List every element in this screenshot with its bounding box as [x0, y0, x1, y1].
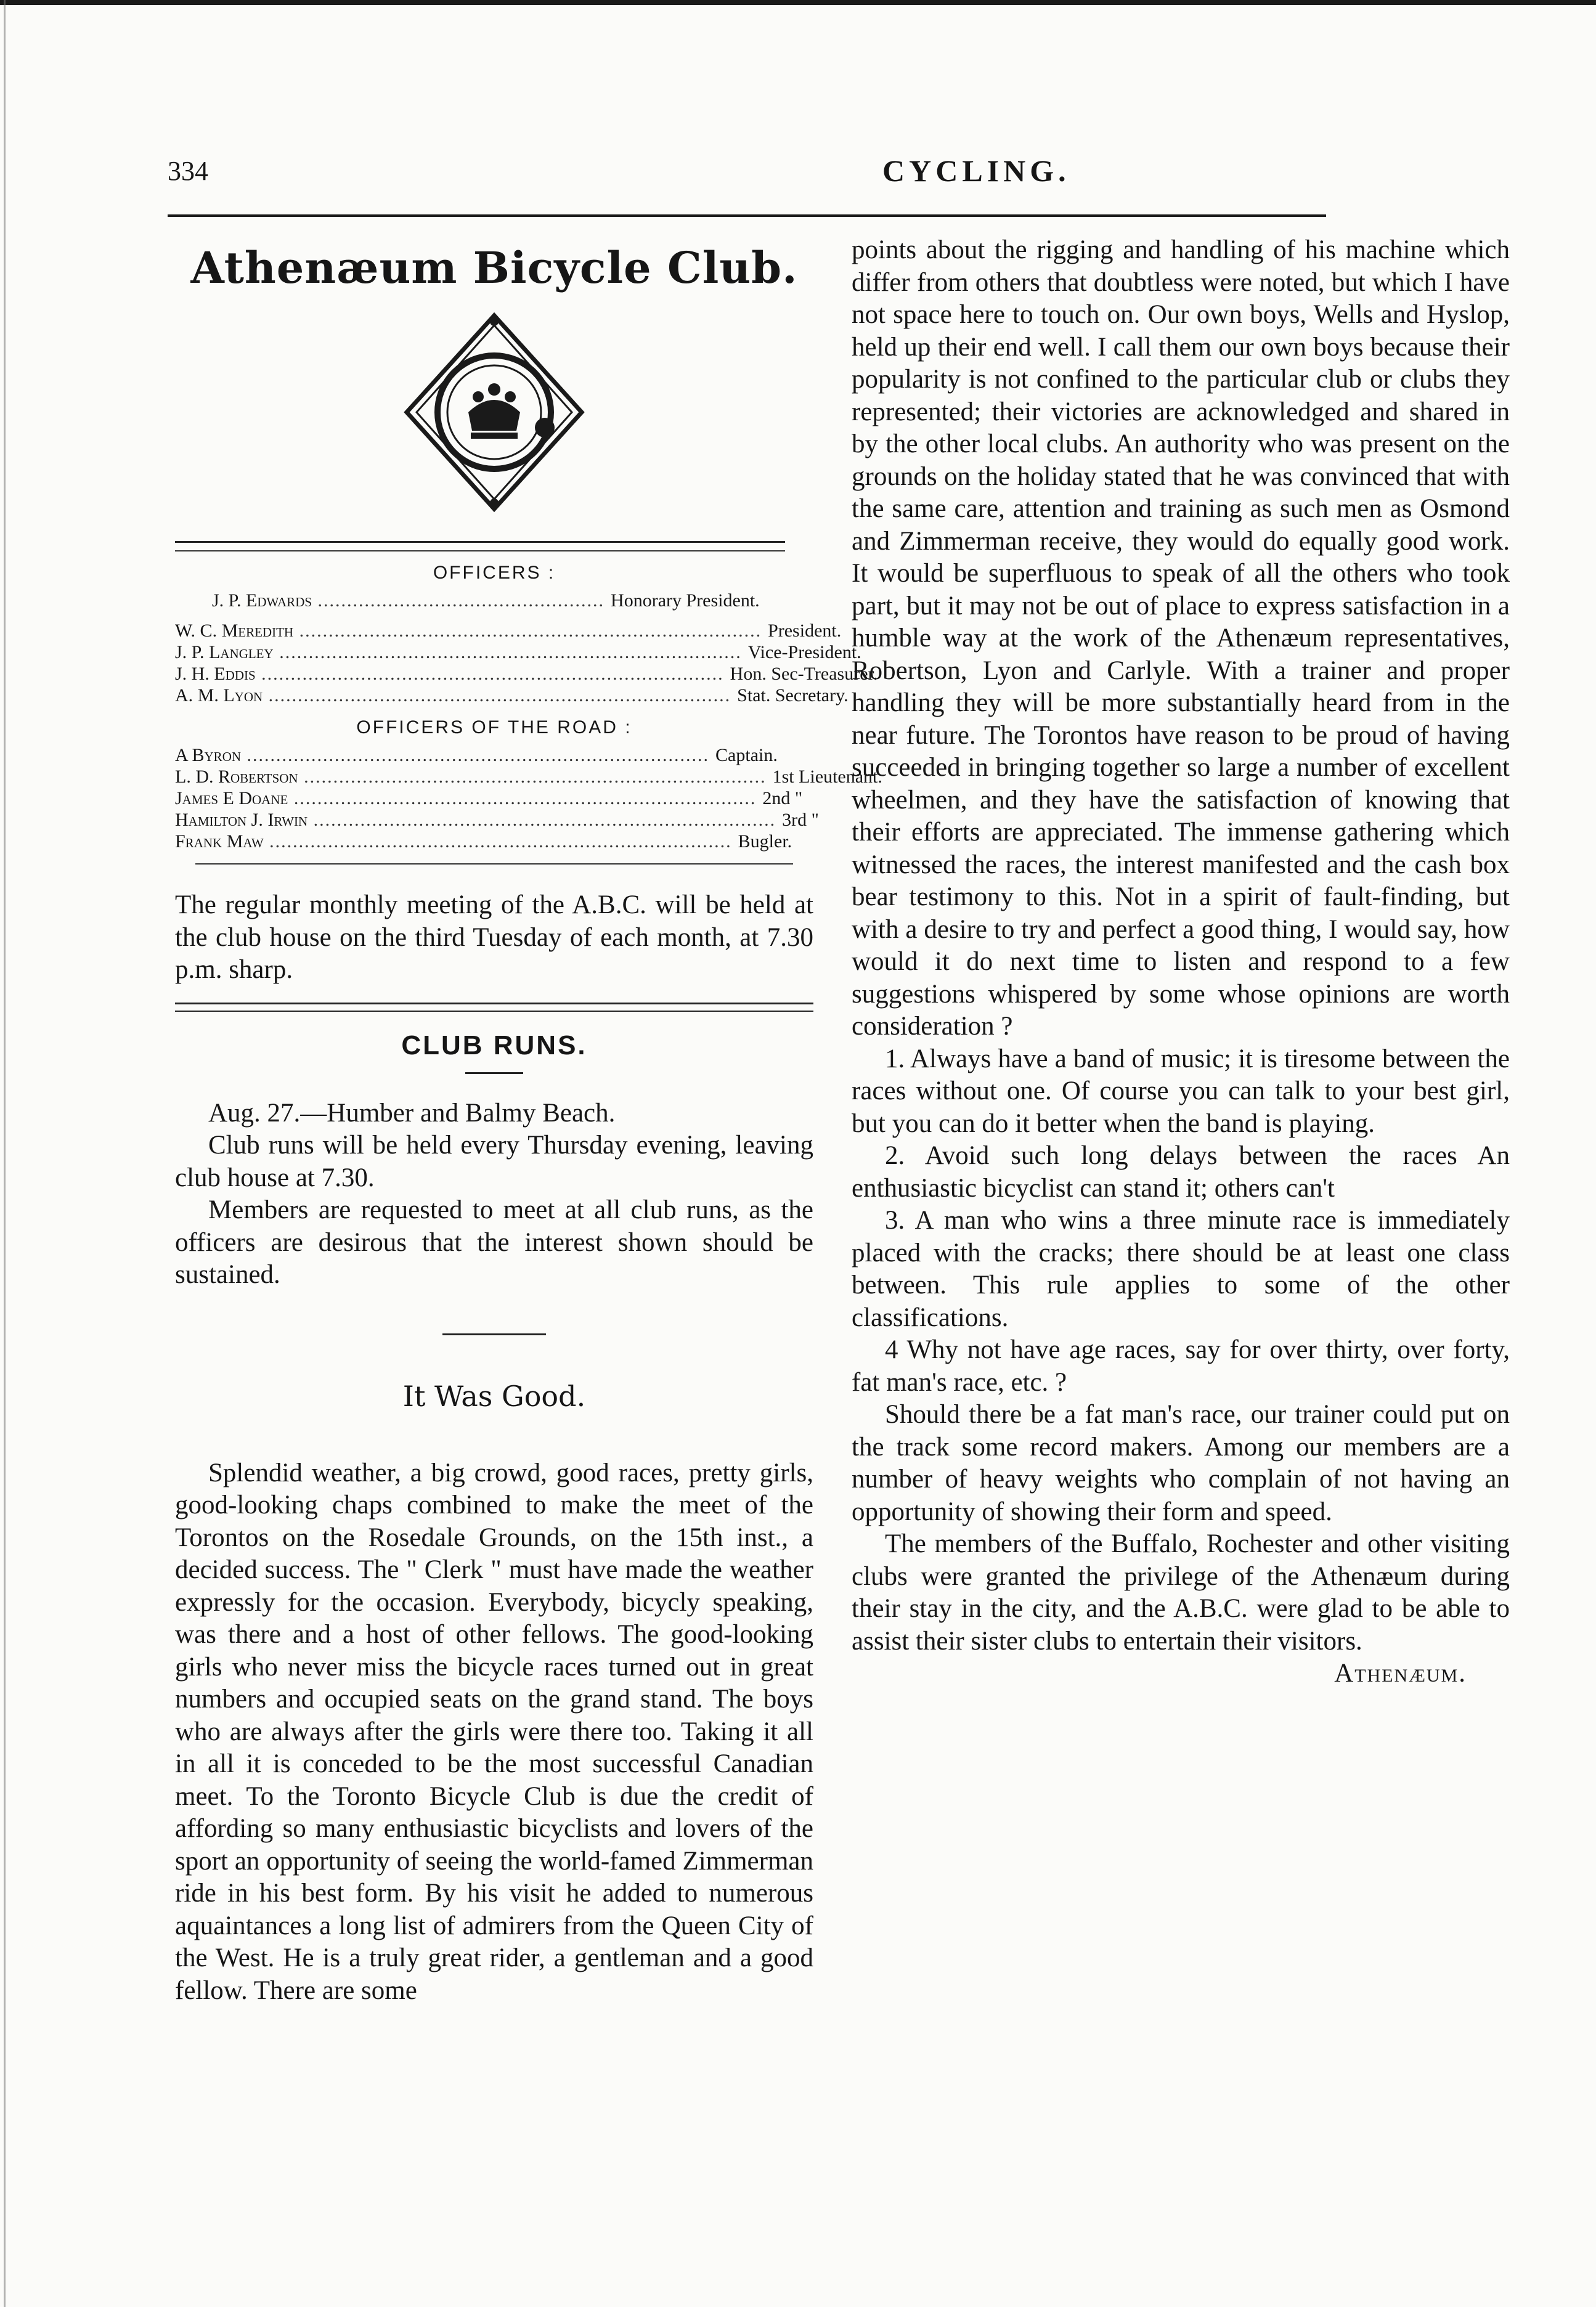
running-head [168, 153, 1326, 196]
officer-name: L. D. Robertson [175, 767, 298, 787]
leader-dots: ............................................................................... [255, 664, 724, 684]
leader-dots: ............................................................................... [263, 685, 731, 706]
officer-row [175, 831, 791, 852]
right-column [852, 234, 1510, 1690]
officer-role: Honorary President. [611, 590, 760, 611]
meeting-notice [175, 889, 813, 987]
officer-row [175, 787, 803, 809]
road-officers-heading: OFFICERS OF THE ROAD : [356, 717, 632, 738]
officer-role: 2nd " [762, 788, 803, 808]
header-rule [168, 214, 1326, 217]
club-runs-heading: CLUB RUNS. [401, 1030, 587, 1060]
club-runs-paragraph: Members are requested to meet at all club runs, as the officers are desirous that the interest shown should be sustained. [175, 1195, 813, 1289]
article-paragraph: Splendid weather, a big crowd, good races, pretty girls, good-looking chaps combined to make the meet of the Torontos on the Rosedale Grounds, on the 15th inst., a decided success. The " Clerk " must have made the weather expressly for the occasion. Everybody, bicycly speaking, was there and a host of other fellows. The good-looking girls who never miss the bicycle races turned out in great numbers and occupied seats on the grand stand. The boys who are always after the girls were there too. Taking it all in all it is conceded to be the most successful Canadian meet. To the Toronto Bicycle Club is due the credit of affording so many enthusiastic bicyclists and lovers of the sport an opportunity of seeing the world-famed Zimmerman ride in his best form. By his visit he added to numerous aquaintances a long list of admirers from the Queen City of the West. He is a truly great rider, a gentleman and a good fellow. There are some [175, 1458, 813, 2005]
page-number: 334 [168, 156, 208, 186]
leader-dots: ............................................................................... [263, 831, 732, 852]
officer-role: Hon. Sec-Treasurer. [730, 664, 878, 684]
section-divider [442, 1333, 546, 1335]
leader-dots: ............................................................................... [293, 620, 762, 641]
left-column [175, 234, 882, 2007]
officer-role: President. [768, 620, 842, 641]
officer-role: Stat. Secretary. [737, 685, 849, 706]
section-divider [195, 863, 793, 865]
officer-row [175, 766, 882, 787]
club-runs-text [175, 1097, 813, 1292]
officers-heading: OFFICERS : [433, 563, 556, 583]
officer-row [175, 685, 849, 706]
officer-row [175, 744, 791, 766]
suggestion-paragraph: 1. Always have a band of music; it is tiresome between the races without one. Of course you can talk to your best girl, but you can do it better when the band is playing. [852, 1044, 1510, 1138]
officer-row [175, 641, 861, 663]
officer-name: A Byron [175, 745, 242, 765]
officer-row [175, 809, 819, 831]
officer-name: James E Doane [175, 788, 288, 808]
section-divider [175, 1003, 813, 1012]
officer-name: J. H. Eddis [175, 664, 256, 684]
author-signoff: Athenæum. [1334, 1659, 1467, 1688]
officer-row [175, 620, 842, 641]
officer-role: 1st Lieutenant. [772, 767, 882, 787]
club-runs-paragraph: Club runs will be held every Thursday evening, leaving club house at 7.30. [175, 1131, 813, 1192]
suggestion-paragraph: 3. A man who wins a three minute race is immediately placed with the cracks; there should be at least one class between. This rule applies to some of the other classifications. [852, 1206, 1510, 1332]
section-divider [175, 541, 785, 551]
leader-dots: ............................................................................... [273, 642, 742, 662]
leader-dots: ................................................. [312, 590, 605, 611]
officer-role: Bugler. [738, 831, 792, 852]
club-runs-paragraph: Aug. 27.—Humber and Balmy Beach. [208, 1098, 616, 1128]
article-title: It Was Good. [402, 1379, 586, 1413]
leader-dots: ............................................................................... [288, 788, 757, 808]
leader-dots: ............................................................................... [241, 745, 710, 765]
closing-paragraph: The members of the Buffalo, Rochester and other visiting clubs were granted the privilege of the Athenæum during their stay in the city, and the A.B.C. were glad to be able to assist their sister clubs to entertain their visitors. [852, 1529, 1510, 1656]
suggestion-paragraph: 2. Avoid such long delays between the races An enthusiastic bicyclist can stand it; others can't [852, 1141, 1510, 1203]
meeting-notice-text: The regular monthly meeting of the A.B.C. will be held at the club house on the third Tuesday of each month, at 7.30 p.m. sharp. [175, 890, 813, 984]
officer-row [175, 590, 791, 611]
page-top-border [0, 0, 1596, 5]
officer-role: Vice-President. [747, 642, 861, 662]
officer-name: A. M. Lyon [175, 685, 263, 706]
scan-left-edge [4, 0, 6, 2307]
article-body-left [175, 1457, 813, 2008]
officer-name: Hamilton J. Irwin [175, 810, 308, 830]
leader-dots: ............................................................................... [298, 767, 767, 787]
officer-name: Frank Maw [175, 831, 264, 852]
journal-title: CYCLING. [882, 153, 1070, 188]
officer-role: Captain. [715, 745, 778, 765]
officer-name: W. C. Meredith [175, 620, 294, 641]
suggestion-paragraph: Should there be a fat man's race, our trainer could put on the track some record makers. Among our members are a number of heavy weights who complain of not having an opportunity of showing their form and speed. [852, 1400, 1510, 1526]
club-title: Athenæum Bicycle Club. [190, 242, 798, 293]
officer-role: 3rd " [782, 810, 819, 830]
heading-rule [465, 1072, 523, 1074]
officer-name: J. P. Edwards [212, 590, 312, 611]
leader-dots: ............................................................................... [307, 810, 776, 830]
suggestion-paragraph: 4 Why not have age races, say for over thirty, over forty, fat man's race, etc. ? [852, 1335, 1510, 1397]
officer-row [175, 663, 878, 685]
article-body-right [852, 234, 1510, 1690]
article-paragraph: points about the rigging and handling of his machine which differ from others that doubtless were noted, but which I have not space here to touch on. Our own boys, Wells and Hyslop, held up their end well. I call them our own boys because their popularity is not confined to the particular club or clubs they represented; their victories are acknowledged and shared in by the other local clubs. An authority who was present on the grounds on the holiday stated that he was convinced that with the same care, attention and training as such men as Osmond and Zimmerman receive, they would do equally good work. It would be superfluous to speak of all the others who took part, but it may not be out of place to express satisfaction in a humble way at the work of the Athenæum representatives, Robertson, Lyon and Carlyle. With a trainer and proper handling they will be more substantially heard from in the near future. The Torontos have reason to be proud of having succeeded in bringing together so large a number of excellent wheelmen, and they have the satisfaction of knowing that their efforts are appreciated. The immense gathering which witnessed the races, the interest manifested and the cash box bear testimony to this. Not in a spirit of fault-finding, but with a desire to try and perfect a good thing, I would say, how would it do next time to listen and respond to a few suggestions whispered by some whose opinions are worth consideration ? [852, 235, 1510, 1041]
club-emblem-icon [402, 311, 587, 514]
officer-name: J. P. Langley [175, 642, 274, 662]
officers-list [175, 590, 878, 706]
signature-line [852, 1658, 1510, 1690]
road-officers-list [175, 744, 882, 852]
